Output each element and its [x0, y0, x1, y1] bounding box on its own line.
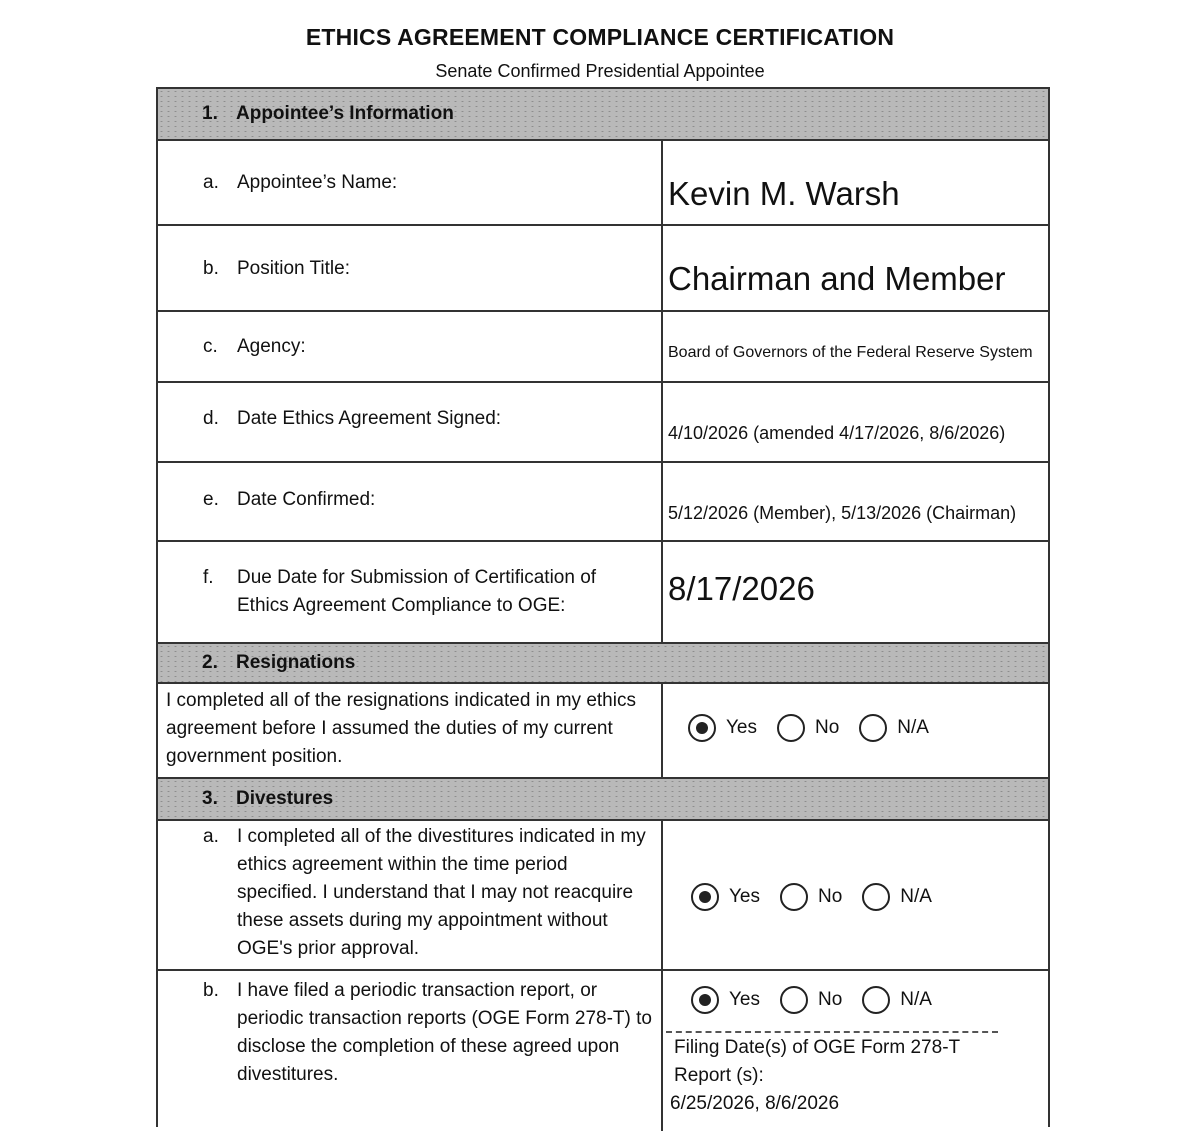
row-letter: d.	[203, 408, 219, 429]
transaction-report-statement: I have filed a periodic transaction report, or periodic transaction reports (OGE Form 278-T) to disclose the completion of these agreed upon divestitures.	[237, 980, 652, 1085]
option-na[interactable]	[859, 714, 929, 742]
row-letter: b.	[203, 980, 219, 1001]
option-na[interactable]	[862, 883, 932, 911]
radio-empty-icon[interactable]	[862, 883, 890, 911]
section-number: 2.	[202, 652, 218, 673]
document-title: ETHICS AGREEMENT COMPLIANCE CERTIFICATION	[305, 24, 895, 50]
row-appointee-name	[158, 141, 1048, 226]
section-title: Appointee’s Information	[236, 103, 454, 124]
option-yes[interactable]	[688, 714, 757, 742]
radio-selected-icon[interactable]	[691, 883, 719, 911]
row-date-signed	[158, 383, 1048, 463]
divestitures-options	[691, 883, 952, 911]
row-letter: c.	[203, 336, 218, 357]
filing-date-label: Filing Date(s) of OGE Form 278-T Report (s):	[674, 1037, 960, 1086]
option-label: N/A	[900, 989, 932, 1010]
section-number: 3.	[202, 788, 218, 809]
option-label: N/A	[900, 886, 932, 907]
document-subtitle: Senate Confirmed Presidential Appointee	[435, 61, 765, 81]
radio-empty-icon[interactable]	[780, 883, 808, 911]
row-date-confirmed	[158, 463, 1048, 542]
radio-selected-icon[interactable]	[688, 714, 716, 742]
option-label: Yes	[726, 717, 757, 738]
resignations-options	[688, 714, 949, 742]
option-na[interactable]	[862, 986, 932, 1014]
row-letter: e.	[203, 489, 219, 510]
section-title: Divestures	[236, 788, 334, 809]
radio-empty-icon[interactable]	[862, 986, 890, 1014]
row-due-date	[158, 542, 1048, 644]
due-date-value[interactable]: 8/17/2026	[668, 570, 815, 607]
row-letter: f.	[203, 567, 214, 588]
transaction-report-options	[691, 986, 952, 1014]
position-title-value[interactable]: Chairman and Member	[668, 260, 1006, 297]
section-title: Resignations	[236, 652, 356, 673]
row-label: Appointee’s Name:	[237, 172, 398, 193]
row-agency	[158, 312, 1048, 383]
row-label: Position Title:	[237, 258, 350, 279]
row-label: Due Date for Submission of Certification of Ethics Agreement Compliance to OGE:	[237, 567, 597, 616]
option-label: No	[818, 989, 843, 1010]
filing-date-value[interactable]: 6/25/2026, 8/6/2026	[670, 1093, 840, 1114]
agency-value[interactable]: Board of Governors of the Federal Reserve System	[668, 344, 1033, 361]
option-label: Yes	[729, 886, 760, 907]
divestitures-statement: I completed all of the divestitures indicated in my ethics agreement within the time period specified. I understand that I may not reacquire these assets during my appointment without OGE's prior approval.	[237, 826, 646, 959]
option-no[interactable]	[780, 883, 842, 911]
resignations-statement: I completed all of the resignations indicated in my ethics agreement before I assumed the duties of my current government position.	[166, 690, 636, 767]
option-label: No	[818, 886, 843, 907]
section-number: 1.	[202, 103, 218, 124]
section-3-header	[158, 779, 1048, 821]
row-label: Date Confirmed:	[237, 489, 376, 510]
row-letter: a.	[203, 172, 219, 193]
row-letter: b.	[203, 258, 219, 279]
row-resignations	[158, 684, 1048, 779]
option-no[interactable]	[780, 986, 842, 1014]
option-no[interactable]	[777, 714, 839, 742]
radio-empty-icon[interactable]	[780, 986, 808, 1014]
certification-form	[156, 87, 1050, 1127]
date-signed-value[interactable]: 4/10/2026 (amended 4/17/2026, 8/6/2026)	[668, 423, 1006, 443]
option-label: Yes	[729, 989, 760, 1010]
option-label: No	[815, 717, 840, 738]
row-letter: a.	[203, 826, 219, 847]
section-1-header	[158, 87, 1048, 141]
section-2-header	[158, 644, 1048, 684]
radio-empty-icon[interactable]	[777, 714, 805, 742]
appointee-name-value[interactable]: Kevin M. Warsh	[668, 175, 900, 212]
row-position-title	[158, 226, 1048, 312]
option-yes[interactable]	[691, 986, 760, 1014]
filing-divider	[666, 1031, 998, 1033]
option-label: N/A	[897, 717, 929, 738]
option-yes[interactable]	[691, 883, 760, 911]
radio-empty-icon[interactable]	[859, 714, 887, 742]
filing-date-block	[670, 1034, 1020, 1118]
row-label: Date Ethics Agreement Signed:	[237, 408, 502, 429]
radio-selected-icon[interactable]	[691, 986, 719, 1014]
row-divestitures-b	[158, 971, 1048, 1131]
date-confirmed-value[interactable]: 5/12/2026 (Member), 5/13/2026 (Chairman)	[668, 503, 1017, 523]
row-divestitures-a	[158, 821, 1048, 971]
row-label: Agency:	[237, 336, 306, 357]
